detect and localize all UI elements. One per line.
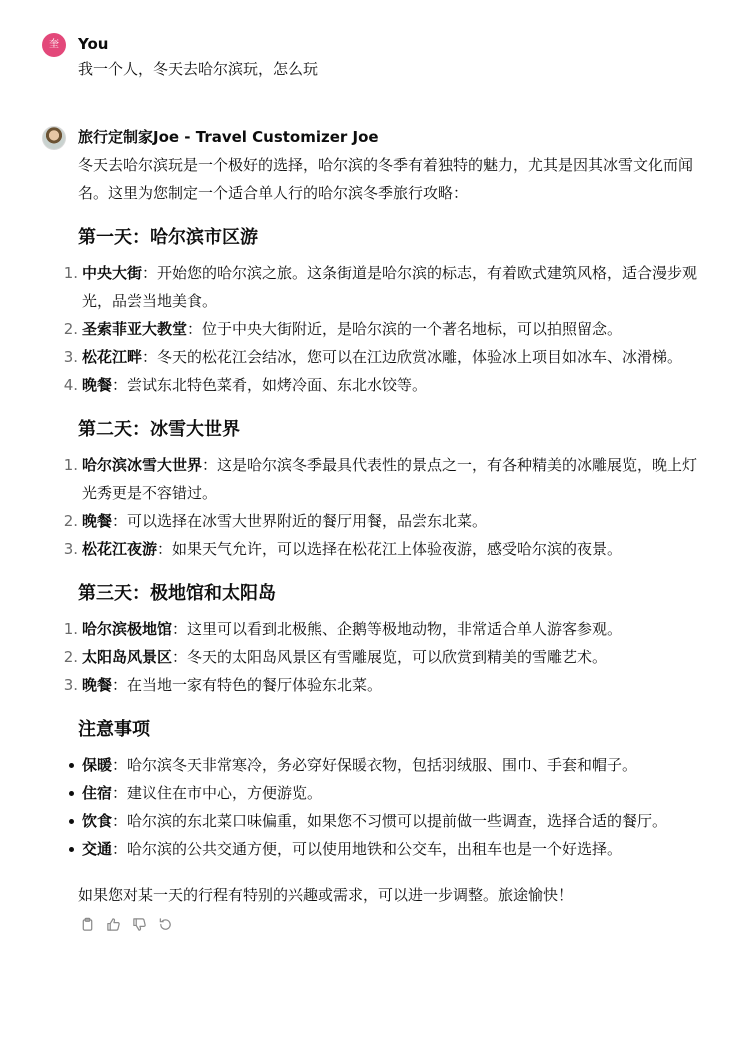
assistant-outro: 如果您对某一天的行程有特别的兴趣或需求，可以进一步调整。旅途愉快！ [78, 886, 574, 904]
list-item [82, 751, 704, 779]
thumbs-up-icon[interactable] [104, 915, 122, 933]
item-text: ：这是哈尔滨冬季最具代表性的景点之一，有各种精美的冰雕展览，晚上灯光秀更是不容错过。 [82, 456, 698, 502]
list-item [63, 615, 704, 643]
list-number: 2. [63, 512, 78, 530]
item-text: ：可以选择在冰雪大世界附近的餐厅用餐，品尝东北菜。 [112, 512, 488, 530]
list-item [63, 343, 704, 371]
list-item [63, 671, 704, 699]
thumbs-down-icon[interactable] [130, 915, 148, 933]
list-number: 1. [63, 264, 78, 282]
list-item [82, 835, 704, 863]
copy-icon[interactable] [78, 915, 96, 933]
list-item [63, 451, 704, 507]
section-title-day1: 第一天：哈尔滨市区游 [78, 227, 258, 248]
list-number: 2. [63, 648, 78, 666]
user-message-text: 我一个人，冬天去哈尔滨玩，怎么玩 [78, 60, 319, 78]
item-bold: 哈尔滨冰雪大世界 [82, 456, 203, 474]
item-bold: 晚餐 [82, 376, 113, 394]
list-number: 3. [63, 540, 78, 558]
item-bold: 保暖 [82, 756, 113, 774]
list-number: 1. [63, 456, 78, 474]
bullet-dot [69, 819, 74, 824]
list-item [63, 371, 704, 399]
list-item [63, 643, 704, 671]
item-text: ：位于中央大街附近，是哈尔滨的一个著名地标，可以拍照留念。 [187, 320, 623, 338]
notes-list [78, 751, 704, 863]
assistant-avatar [42, 126, 66, 150]
item-bold: 哈尔滨极地馆 [82, 620, 173, 638]
assistant-message [42, 126, 704, 933]
list-item [82, 779, 704, 807]
item-bold: 晚餐 [82, 512, 113, 530]
item-text: ：哈尔滨的公共交通方便，可以使用地铁和公交车，出租车也是一个好选择。 [112, 840, 623, 858]
list-item [82, 807, 704, 835]
day1-list [63, 259, 704, 399]
item-text: ：尝试东北特色菜肴，如烤冷面、东北水饺等。 [112, 376, 428, 394]
item-text: ：建议住在市中心，方便游览。 [112, 784, 323, 802]
item-text: ：这里可以看到北极熊、企鹅等极地动物，非常适合单人游客参观。 [172, 620, 623, 638]
item-bold: 松花江夜游 [82, 540, 158, 558]
regenerate-icon[interactable] [156, 915, 174, 933]
item-text: ：如果天气允许，可以选择在松花江上体验夜游，感受哈尔滨的夜景。 [157, 540, 623, 558]
list-number: 3. [63, 348, 78, 366]
item-bold: 中央大街 [82, 264, 143, 282]
user-avatar [42, 33, 66, 57]
list-item [63, 315, 704, 343]
bullet-dot [69, 791, 74, 796]
assistant-name: 旅行定制家Joe - Travel Customizer Joe [78, 128, 379, 146]
day3-list [63, 615, 704, 699]
list-number: 1. [63, 620, 78, 638]
section-title-day2: 第二天：冰雪大世界 [78, 419, 240, 440]
user-name: You [78, 35, 109, 53]
item-text: ：哈尔滨冬天非常寒冷，务必穿好保暖衣物，包括羽绒服、围巾、手套和帽子。 [112, 756, 638, 774]
message-actions [78, 915, 704, 933]
section-title-notes: 注意事项 [78, 719, 150, 740]
user-avatar-glyph: 奎 [49, 39, 59, 50]
section-title-day3: 第三天：极地馆和太阳岛 [78, 583, 276, 604]
item-bold: 松花江畔 [82, 348, 143, 366]
list-number: 3. [63, 676, 78, 694]
assistant-intro: 冬天去哈尔滨玩是一个极好的选择，哈尔滨的冬季有着独特的魅力，尤其是因其冰雪文化而闻名。这里为您制定一个适合单人行的哈尔滨冬季旅行攻略： [78, 156, 694, 202]
item-bold: 圣索菲亚大教堂 [82, 320, 188, 338]
item-bold: 饮食 [82, 812, 113, 830]
list-number: 2. [63, 320, 78, 338]
bullet-dot [69, 847, 74, 852]
user-message [42, 33, 704, 80]
bullet-dot [69, 763, 74, 768]
day2-list [63, 451, 704, 563]
item-bold: 交通 [82, 840, 113, 858]
item-text: ：冬天的太阳岛风景区有雪雕展览，可以欣赏到精美的雪雕艺术。 [172, 648, 608, 666]
list-item [63, 535, 704, 563]
item-bold: 太阳岛风景区 [82, 648, 173, 666]
list-item [63, 507, 704, 535]
item-text: ：哈尔滨的东北菜口味偏重，如果您不习惯可以提前做一些调查，选择合适的餐厅。 [112, 812, 668, 830]
item-text: ：在当地一家有特色的餐厅体验东北菜。 [112, 676, 383, 694]
item-bold: 晚餐 [82, 676, 113, 694]
item-text: ：冬天的松花江会结冰，您可以在江边欣赏冰雕，体验冰上项目如冰车、冰滑梯。 [142, 348, 683, 366]
item-bold: 住宿 [82, 784, 113, 802]
list-number: 4. [63, 376, 78, 394]
list-item [63, 259, 704, 315]
item-text: ：开始您的哈尔滨之旅。这条街道是哈尔滨的标志，有着欧式建筑风格，适合漫步观光，品尝当地美食。 [82, 264, 698, 310]
